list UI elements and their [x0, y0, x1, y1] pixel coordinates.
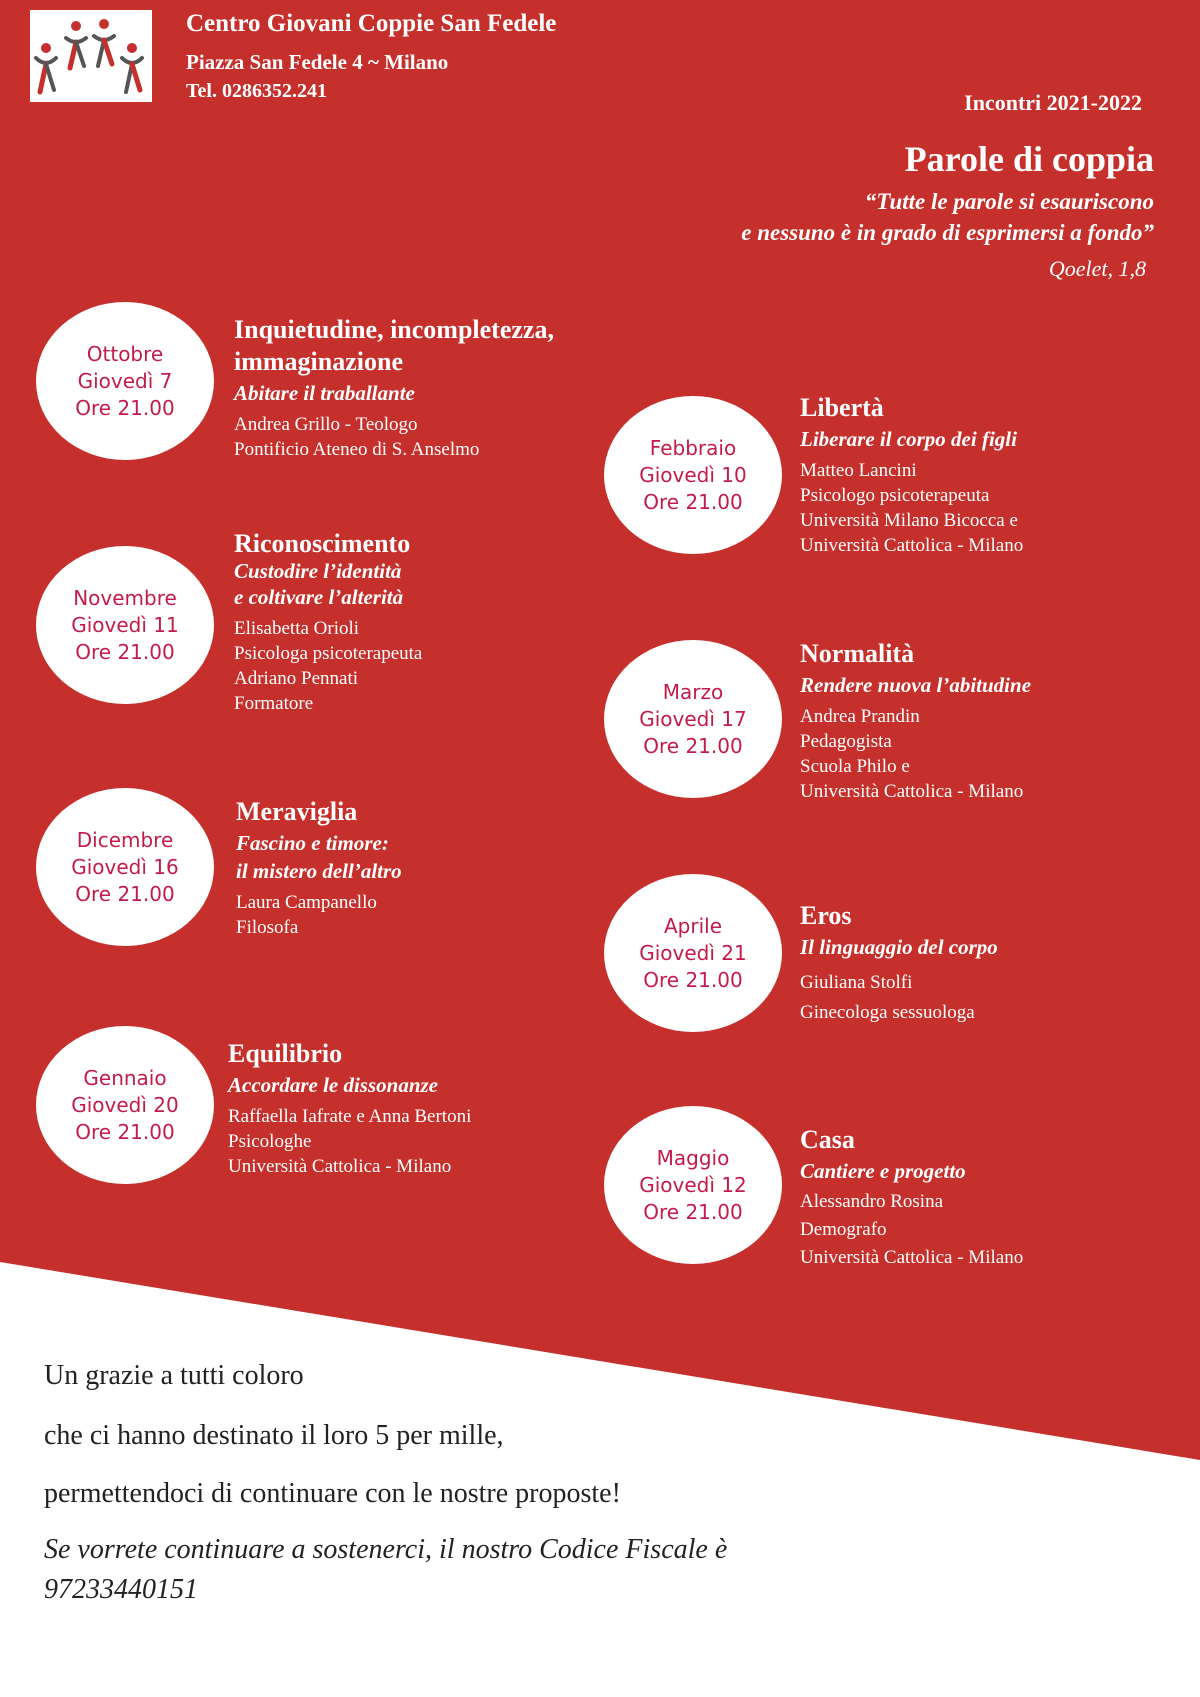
- event-title: immaginazione: [234, 347, 403, 376]
- tax-code: 97233440151: [44, 1574, 198, 1605]
- event-speaker: Università Cattolica - Milano: [228, 1156, 452, 1177]
- thanks-line: permettendoci di continuare con le nostre proposte!: [44, 1478, 621, 1509]
- event-title: Casa: [800, 1125, 855, 1154]
- series-title: Parole di coppia: [904, 139, 1154, 179]
- event-time: Ore 21.00: [75, 1119, 175, 1144]
- event-speaker: Psicologa psicoterapeuta: [234, 643, 423, 664]
- event-subtitle: Rendere nuova l’abitudine: [800, 673, 1032, 697]
- event-speaker: Matteo Lancini: [800, 460, 917, 481]
- event-speaker: Demografo: [800, 1219, 887, 1240]
- event-time: Ore 21.00: [75, 395, 175, 420]
- logo: [30, 10, 152, 102]
- event-date-circle: [604, 640, 782, 798]
- event-speaker: Università Cattolica - Milano: [800, 781, 1024, 802]
- event-month: Novembre: [73, 585, 177, 610]
- event-day: Giovedì 7: [77, 368, 173, 393]
- event-time: Ore 21.00: [643, 733, 743, 758]
- event-date-circle: [36, 546, 214, 704]
- event-date-circle: [36, 788, 214, 946]
- event-speaker: Ginecologa sessuologa: [800, 1002, 975, 1023]
- event-speaker: Psicologhe: [228, 1131, 312, 1152]
- event-details: [800, 900, 998, 1028]
- org-name: Centro Giovani Coppie San Fedele: [186, 10, 557, 37]
- event-subtitle: e coltivare l’alterità: [234, 585, 404, 609]
- event-subtitle: Accordare le dissonanze: [228, 1073, 438, 1097]
- event-title: Inquietudine, incompletezza,: [234, 315, 554, 344]
- event-details: [800, 392, 1023, 558]
- tax-code-note: Se vorrete continuare a sostenerci, il nostro Codice Fiscale è: [44, 1534, 728, 1565]
- event-month: Marzo: [662, 679, 724, 704]
- event-time: Ore 21.00: [643, 1199, 743, 1224]
- event-subtitle: Custodire l’identità: [234, 559, 402, 583]
- event-time: Ore 21.00: [643, 489, 743, 514]
- event-title: Meraviglia: [236, 797, 358, 826]
- event-date-circle: [604, 874, 782, 1032]
- event-speaker: Pedagogista: [800, 731, 892, 752]
- event-date-circle: [604, 396, 782, 554]
- event-time: Ore 21.00: [643, 967, 743, 992]
- event-month: Febbraio: [649, 435, 737, 460]
- event-speaker: Andrea Prandin: [800, 706, 920, 727]
- event-month: Dicembre: [76, 827, 174, 852]
- event-subtitle: Liberare il corpo dei figli: [800, 427, 1017, 451]
- event-time: Ore 21.00: [75, 639, 175, 664]
- org-phone: Tel. 0286352.241: [186, 80, 327, 102]
- event-day: Giovedì 12: [639, 1172, 747, 1197]
- event-day: Giovedì 20: [71, 1092, 179, 1117]
- event-time: Ore 21.00: [75, 881, 175, 906]
- quote-line: e nessuno è in grado di esprimersi a fondo”: [741, 220, 1154, 245]
- event-subtitle: Abitare il traballante: [234, 381, 415, 405]
- event-details: [800, 638, 1031, 804]
- event-speaker: Alessandro Rosina: [800, 1191, 944, 1212]
- event-details: [800, 1124, 1023, 1272]
- event-speaker: Filosofa: [236, 917, 299, 938]
- event-title: Riconoscimento: [234, 529, 411, 558]
- event-speaker: Laura Campanello: [236, 892, 377, 913]
- event-speaker: Università Cattolica - Milano: [800, 1247, 1024, 1268]
- event-speaker: Giuliana Stolfi: [800, 972, 913, 993]
- event-day: Giovedì 16: [71, 854, 179, 879]
- event-speaker: Università Cattolica - Milano: [800, 535, 1024, 556]
- event-title: Normalità: [800, 639, 915, 668]
- event-speaker: Formatore: [234, 693, 314, 714]
- event-details: [234, 528, 422, 716]
- event-details: [234, 314, 554, 462]
- event-date-circle: [36, 302, 214, 460]
- event-title: Eros: [800, 901, 852, 930]
- couples-people-logo-icon: [30, 10, 152, 102]
- event-day: Giovedì 21: [639, 940, 747, 965]
- event-speaker: Scuola Philo e: [800, 756, 910, 777]
- event-title: Equilibrio: [228, 1039, 343, 1068]
- event-month: Aprile: [663, 913, 723, 938]
- event-date-circle: [604, 1106, 782, 1264]
- event-day: Giovedì 17: [639, 706, 747, 731]
- event-month: Ottobre: [86, 341, 164, 366]
- event-month: Maggio: [656, 1145, 730, 1170]
- event-subtitle: Fascino e timore:: [236, 831, 389, 855]
- event-day: Giovedì 11: [71, 612, 179, 637]
- quote-line: “Tutte le parole si esauriscono: [864, 189, 1154, 214]
- thanks-line: che ci hanno destinato il loro 5 per mille,: [44, 1420, 504, 1451]
- event-details: [228, 1038, 471, 1179]
- quote-citation: Qoelet, 1,8: [1048, 256, 1146, 281]
- event-speaker: Pontificio Ateneo di S. Anselmo: [234, 439, 480, 460]
- org-address: Piazza San Fedele 4 ~ Milano: [186, 50, 449, 74]
- season-label: Incontri 2021-2022: [964, 90, 1142, 115]
- event-subtitle: Cantiere e progetto: [800, 1159, 966, 1183]
- event-details: [236, 796, 402, 940]
- quote: [741, 186, 1154, 248]
- event-subtitle: il mistero dell’altro: [236, 859, 402, 883]
- event-speaker: Andrea Grillo - Teologo: [234, 414, 418, 435]
- event-speaker: Raffaella Iafrate e Anna Bertoni: [228, 1106, 472, 1127]
- event-speaker: Psicologo psicoterapeuta: [800, 485, 990, 506]
- event-subtitle: Il linguaggio del corpo: [800, 935, 998, 959]
- thanks-line: Un grazie a tutti coloro: [44, 1360, 304, 1391]
- event-speaker: Elisabetta Orioli: [234, 618, 360, 639]
- event-title: Libertà: [800, 393, 884, 422]
- event-speaker: Università Milano Bicocca e: [800, 510, 1018, 531]
- event-speaker: Adriano Pennati: [234, 668, 359, 689]
- event-month: Gennaio: [83, 1065, 167, 1090]
- event-date-circle: [36, 1026, 214, 1184]
- event-day: Giovedì 10: [639, 462, 747, 487]
